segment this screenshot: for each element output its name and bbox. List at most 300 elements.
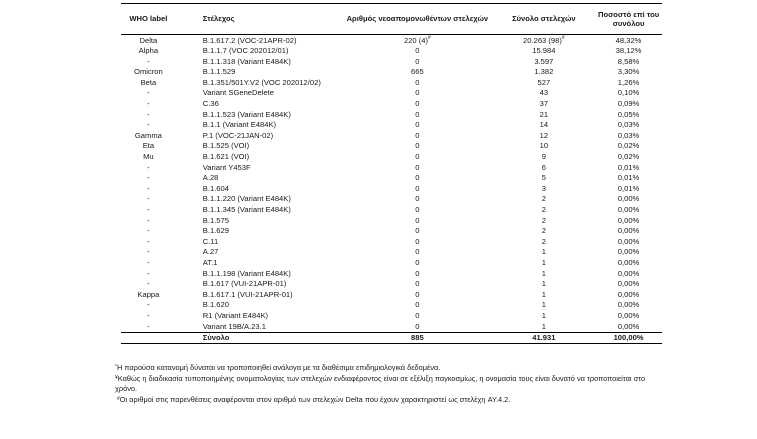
cell-who-label — [121, 88, 176, 99]
cell-strain — [176, 300, 342, 311]
cell-total — [493, 215, 596, 226]
cell-strain — [176, 257, 342, 268]
footnote-text: Οι αριθμοί στις παρενθέσεις αναφέρονται στον αριθμό των στελεχών Delta που έχουν χαρακτηριστεί ως στελέχη AY.4.2. — [119, 395, 511, 405]
cell-percent — [595, 35, 662, 46]
cell-new-isolates-value: 0 — [415, 268, 420, 278]
cell-total — [493, 268, 596, 279]
cell-total-value: 21 — [539, 109, 549, 119]
cell-strain — [176, 321, 342, 332]
cell-total-value: 2 — [541, 215, 546, 225]
cell-who-label-value: - — [147, 120, 150, 130]
cell-total-value: 1 — [541, 279, 546, 289]
cell-who-label — [121, 130, 176, 141]
cell-percent — [595, 215, 662, 226]
cell-percent — [595, 88, 662, 99]
cell-new-isolates — [342, 120, 492, 131]
cell-total — [493, 236, 596, 247]
cell-percent-value: 0,10% — [617, 88, 640, 98]
cell-who-label-value: - — [147, 183, 150, 193]
total-label: Σύνολο — [176, 332, 342, 344]
cell-strain — [176, 279, 342, 290]
cell-who-label — [121, 194, 176, 205]
cell-new-isolates — [342, 226, 492, 237]
cell-strain — [176, 268, 342, 279]
table-row — [121, 120, 662, 131]
cell-total-value: 1 — [541, 268, 546, 278]
cell-strain-value: B.1.620 — [202, 300, 229, 310]
cell-total-value: 2 — [541, 194, 546, 204]
cell-who-label-value: Omicron — [134, 67, 163, 77]
cell-strain-value: B.1.1.7 (VOC 202012/01) — [202, 46, 289, 56]
cell-new-isolates — [342, 77, 492, 88]
cell-total — [493, 257, 596, 268]
cell-new-isolates — [342, 173, 492, 184]
cell-who-label-value: - — [147, 321, 150, 331]
cell-new-isolates-value: 0 — [415, 236, 420, 246]
cell-strain-value: P.1 (VOC-21JAN-02) — [202, 130, 274, 140]
cell-new-isolates — [342, 247, 492, 258]
cell-total-value: 20.263 (98) — [523, 35, 562, 45]
cell-who-label-value: Gamma — [134, 130, 162, 140]
cell-new-isolates-value: 0 — [415, 120, 420, 130]
cell-who-label-value: - — [147, 215, 150, 225]
cell-percent-value: 0,00% — [617, 268, 640, 278]
cell-percent — [595, 120, 662, 131]
cell-new-isolates — [342, 289, 492, 300]
cell-new-isolates-value: 0 — [415, 279, 420, 289]
cell-strain — [176, 247, 342, 258]
cell-who-label-value: - — [147, 310, 150, 320]
cell-strain-value: B.1.617.2 (VOC-21APR-02) — [202, 35, 297, 45]
cell-strain — [176, 226, 342, 237]
cell-total — [493, 173, 596, 184]
footnote-delta-ay42 — [115, 395, 655, 406]
cell-percent — [595, 141, 662, 152]
cell-who-label-value: - — [147, 226, 150, 236]
cell-strain-value: C.11 — [202, 236, 219, 246]
cell-strain-value: B.1.629 — [202, 226, 229, 236]
cell-total — [493, 247, 596, 258]
cell-new-isolates — [342, 141, 492, 152]
table-row — [121, 215, 662, 226]
cell-strain-value: B.1.617.1 (VUI-21APR-01) — [202, 289, 293, 299]
cell-new-isolates — [342, 194, 492, 205]
cell-total-value: 37 — [539, 99, 549, 109]
table-row — [121, 162, 662, 173]
table-row — [121, 236, 662, 247]
cell-strain — [176, 130, 342, 141]
cell-strain — [176, 194, 342, 205]
cell-total — [493, 289, 596, 300]
cell-strain — [176, 310, 342, 321]
cell-new-isolates-value: 0 — [415, 162, 420, 172]
cell-total-value: 10 — [539, 141, 549, 151]
cell-percent — [595, 300, 662, 311]
cell-percent — [595, 289, 662, 300]
cell-total-value: 527 — [537, 77, 551, 87]
cell-new-isolates — [342, 300, 492, 311]
cell-strain-value: A.28 — [202, 173, 219, 183]
table-row — [121, 257, 662, 268]
cell-who-label — [121, 215, 176, 226]
cell-total-value: 2 — [541, 236, 546, 246]
footnote-mark: # — [561, 34, 565, 41]
table-body — [121, 35, 662, 333]
cell-who-label-value: - — [147, 194, 150, 204]
cell-total — [493, 205, 596, 216]
cell-who-label — [121, 141, 176, 152]
footnote-text: Καθώς η διαδικασία τυποποιημένης ονοματολογίας των στελεχών ενδιαφέροντος είναι σε εξέλιξη παγκοσμίως, η ονομασία τους είναι δυνατό να τροποποιείται στο χρόνο. — [115, 373, 646, 394]
table-row — [121, 152, 662, 163]
cell-total-value: 2 — [541, 205, 546, 214]
cell-who-label — [121, 236, 176, 247]
cell-who-label-value: - — [147, 236, 150, 246]
cell-new-isolates — [342, 35, 492, 46]
cell-total — [493, 321, 596, 332]
cell-strain-value: Variant SGeneDelete — [202, 88, 274, 98]
cell-total — [493, 162, 596, 173]
total-new-isolates: 885 — [342, 332, 492, 344]
table-row — [121, 183, 662, 194]
cell-strain — [176, 77, 342, 88]
cell-total-value: 3.597 — [534, 56, 554, 66]
cell-total-value: 1 — [541, 321, 546, 331]
cell-who-label — [121, 46, 176, 57]
cell-percent-value: 0,05% — [617, 109, 640, 119]
cell-new-isolates-value: 0 — [415, 289, 420, 299]
cell-new-isolates — [342, 130, 492, 141]
cell-who-label-value: Mu — [143, 152, 154, 162]
cell-strain-value: AT.1 — [202, 257, 218, 267]
cell-who-label — [121, 289, 176, 300]
table-row — [121, 226, 662, 237]
table-row — [121, 194, 662, 205]
cell-new-isolates — [342, 268, 492, 279]
table-row — [121, 46, 662, 57]
cell-strain-value: C.36 — [202, 99, 219, 109]
cell-who-label-value: Eta — [142, 141, 155, 151]
cell-strain-value: B.1.1.345 (Variant E484K) — [202, 205, 291, 214]
cell-total — [493, 130, 596, 141]
cell-new-isolates — [342, 152, 492, 163]
footnote-mark: # — [428, 34, 431, 41]
cell-new-isolates — [342, 279, 492, 290]
cell-new-isolates-value: 0 — [415, 99, 420, 109]
cell-total-value: 6 — [541, 162, 546, 172]
cell-who-label — [121, 247, 176, 258]
cell-new-isolates — [342, 67, 492, 78]
table-row — [121, 289, 662, 300]
cell-percent-value: 0,00% — [617, 247, 640, 257]
cell-total — [493, 310, 596, 321]
footnotes — [115, 363, 655, 406]
cell-who-label-value: - — [147, 279, 150, 289]
cell-strain — [176, 236, 342, 247]
cell-percent — [595, 152, 662, 163]
table-row — [121, 109, 662, 120]
cell-percent — [595, 109, 662, 120]
cell-percent-value: 0,00% — [617, 279, 640, 289]
cell-percent — [595, 310, 662, 321]
cell-who-label — [121, 173, 176, 184]
cell-new-isolates-value: 665 — [411, 67, 424, 77]
cell-who-label — [121, 120, 176, 131]
cell-who-label-value: - — [147, 173, 150, 183]
cell-percent — [595, 173, 662, 184]
cell-total — [493, 194, 596, 205]
cell-who-label — [121, 162, 176, 173]
cell-strain-value: B.1.1.198 (Variant E484K) — [202, 268, 291, 278]
cell-total-value: 5 — [541, 173, 546, 183]
cell-percent-value: 48,32% — [615, 35, 642, 45]
cell-total-value: 1 — [541, 257, 546, 267]
cell-total-value: 9 — [541, 152, 546, 162]
cell-strain-value: B.1.1 (Variant E484K) — [202, 120, 277, 130]
cell-percent — [595, 226, 662, 237]
cell-strain-value: B.1.1.220 (Variant E484K) — [202, 194, 291, 204]
table-header-row — [121, 4, 662, 35]
cell-new-isolates — [342, 257, 492, 268]
cell-percent-value: 8,58% — [617, 56, 640, 66]
cell-who-label — [121, 279, 176, 290]
cell-strain-value: Variant 19B/A.23.1 — [202, 321, 266, 331]
cell-total — [493, 226, 596, 237]
cell-who-label — [121, 35, 176, 46]
cell-percent-value: 0,01% — [617, 162, 640, 172]
cell-strain — [176, 173, 342, 184]
cell-strain-value: Variant Y453F — [202, 162, 251, 172]
cell-percent-value: 0,00% — [617, 300, 640, 310]
cell-strain — [176, 109, 342, 120]
cell-total-value: 1 — [541, 300, 546, 310]
header-who-label: WHO label — [121, 4, 176, 35]
cell-total — [493, 300, 596, 311]
cell-strain — [176, 88, 342, 99]
cell-who-label — [121, 77, 176, 88]
cell-total — [493, 120, 596, 131]
cell-new-isolates-value: 0 — [415, 247, 420, 257]
cell-total — [493, 109, 596, 120]
cell-total — [493, 152, 596, 163]
cell-total-value: 3 — [541, 183, 546, 193]
cell-who-label-value: Alpha — [138, 46, 159, 56]
cell-percent — [595, 205, 662, 216]
cell-who-label — [121, 183, 176, 194]
cell-who-label — [121, 310, 176, 321]
cell-strain-value: B.1.617 (VUI-21APR-01) — [202, 279, 287, 289]
cell-percent — [595, 247, 662, 258]
table-row — [121, 173, 662, 184]
cell-percent — [595, 268, 662, 279]
cell-percent-value: 0,00% — [617, 257, 640, 267]
cell-percent — [595, 130, 662, 141]
cell-total-value: 1 — [541, 289, 546, 299]
cell-new-isolates — [342, 236, 492, 247]
cell-percent — [595, 56, 662, 67]
cell-percent-value: 0,00% — [617, 310, 640, 320]
cell-total-value: 15.984 — [532, 46, 556, 56]
cell-percent-value: 0,00% — [617, 236, 640, 246]
cell-new-isolates-value: 0 — [415, 46, 420, 56]
cell-strain — [176, 35, 342, 46]
cell-percent-value: 0,01% — [617, 173, 640, 183]
cell-strain-value: B.1.525 (VOI) — [202, 141, 250, 151]
cell-percent — [595, 67, 662, 78]
cell-who-label — [121, 257, 176, 268]
cell-total — [493, 67, 596, 78]
cell-new-isolates-value: 0 — [415, 109, 420, 119]
table-row — [121, 141, 662, 152]
cell-percent-value: 0,09% — [617, 99, 640, 109]
cell-strain-value: B.1.351/501Y.V2 (VOC 202012/02) — [202, 77, 321, 87]
cell-percent-value: 0,00% — [617, 215, 640, 225]
header-percent: Ποσοστό επί του συνόλου — [595, 4, 662, 35]
cell-new-isolates-value: 0 — [415, 194, 420, 204]
cell-new-isolates-value: 0 — [415, 310, 420, 320]
cell-total — [493, 279, 596, 290]
cell-percent-value: 0,00% — [617, 205, 640, 214]
table-row — [121, 205, 662, 216]
variants-table — [121, 3, 662, 344]
cell-percent — [595, 279, 662, 290]
total-percent: 100,00% — [595, 332, 662, 344]
cell-who-label-value: - — [147, 257, 150, 267]
cell-strain-value: B.1.1.318 (Variant E484K) — [202, 56, 291, 66]
cell-strain — [176, 120, 342, 131]
cell-percent — [595, 183, 662, 194]
cell-new-isolates — [342, 109, 492, 120]
cell-total-value: 2 — [541, 226, 546, 236]
cell-who-label-value: - — [147, 268, 150, 278]
cell-new-isolates-value: 0 — [415, 77, 420, 87]
cell-new-isolates-value: 0 — [415, 205, 420, 214]
cell-strain — [176, 162, 342, 173]
cell-percent-value: 0,01% — [617, 183, 640, 193]
cell-new-isolates-value: 0 — [415, 152, 420, 162]
cell-new-isolates-value: 220 (4) — [403, 35, 429, 45]
table-row — [121, 268, 662, 279]
cell-total-value: 14 — [539, 120, 549, 130]
cell-percent — [595, 236, 662, 247]
cell-percent-value: 0,00% — [617, 194, 640, 204]
table-row — [121, 35, 662, 46]
cell-total — [493, 183, 596, 194]
cell-new-isolates — [342, 215, 492, 226]
cell-percent-value: 0,00% — [617, 226, 640, 236]
cell-new-isolates — [342, 56, 492, 67]
cell-who-label-value: - — [147, 56, 150, 66]
cell-new-isolates-value: 0 — [415, 300, 420, 310]
cell-percent — [595, 99, 662, 110]
cell-new-isolates — [342, 46, 492, 57]
cell-new-isolates-value: 0 — [415, 321, 420, 331]
total-who-label — [121, 332, 176, 344]
footnote-mark: # — [117, 396, 120, 403]
cell-who-label-value: - — [147, 88, 150, 98]
cell-total-value: 1 — [541, 247, 546, 257]
cell-strain — [176, 205, 342, 216]
cell-strain-value: B.1.575 — [202, 215, 229, 225]
cell-new-isolates — [342, 205, 492, 216]
cell-strain — [176, 289, 342, 300]
cell-new-isolates — [342, 183, 492, 194]
table-row — [121, 77, 662, 88]
cell-percent-value: 0,03% — [617, 120, 640, 130]
cell-who-label — [121, 268, 176, 279]
table-row — [121, 130, 662, 141]
cell-percent-value: 0,00% — [617, 289, 640, 299]
cell-who-label-value: Kappa — [137, 289, 160, 299]
cell-total — [493, 35, 596, 46]
cell-who-label — [121, 56, 176, 67]
cell-strain-value: B.1.621 (VOI) — [202, 152, 250, 162]
cell-who-label — [121, 321, 176, 332]
footnote-text: Η παρούσα κατανομή δύναται να τροποποιηθεί ανάλογα με τα διαθέσιμα επιδημιολογικά δεδομένα. — [116, 363, 441, 372]
cell-new-isolates-value: 0 — [415, 257, 420, 267]
cell-percent — [595, 162, 662, 173]
cell-percent — [595, 194, 662, 205]
cell-who-label-value: - — [147, 99, 150, 109]
cell-new-isolates-value: 0 — [415, 141, 420, 151]
table-row — [121, 300, 662, 311]
cell-who-label — [121, 300, 176, 311]
cell-total-value: 1.382 — [534, 67, 554, 77]
cell-percent-value: 0,02% — [617, 141, 640, 151]
table-row — [121, 279, 662, 290]
cell-percent-value: 0,03% — [617, 130, 640, 140]
cell-who-label — [121, 109, 176, 120]
cell-strain-value: B.1.1.529 — [202, 67, 236, 77]
table-row — [121, 88, 662, 99]
cell-who-label — [121, 226, 176, 237]
cell-percent-value: 3,30% — [617, 67, 640, 77]
cell-total — [493, 88, 596, 99]
cell-new-isolates-value: 0 — [415, 215, 420, 225]
cell-new-isolates — [342, 321, 492, 332]
cell-percent — [595, 257, 662, 268]
cell-total-value: 43 — [539, 88, 549, 98]
cell-who-label-value: - — [147, 109, 150, 119]
cell-who-label — [121, 99, 176, 110]
cell-percent-value: 1,26% — [617, 77, 640, 87]
table-row — [121, 247, 662, 258]
footnote-mark: ¥ — [115, 374, 118, 381]
table-total-row — [121, 332, 662, 344]
cell-percent-value: 38,12% — [615, 46, 642, 56]
cell-total — [493, 56, 596, 67]
cell-who-label-value: Delta — [139, 35, 158, 45]
cell-percent-value: 0,02% — [617, 152, 640, 162]
cell-who-label — [121, 205, 176, 216]
header-strain: Στέλεχος — [176, 4, 342, 35]
cell-strain — [176, 183, 342, 194]
cell-new-isolates — [342, 99, 492, 110]
cell-strain — [176, 56, 342, 67]
cell-new-isolates-value: 0 — [415, 183, 420, 193]
cell-strain-value: A.27 — [202, 247, 219, 257]
cell-who-label — [121, 67, 176, 78]
table-row — [121, 56, 662, 67]
cell-total-value: 1 — [541, 310, 546, 320]
table-row — [121, 67, 662, 78]
cell-who-label-value: - — [147, 300, 150, 310]
cell-who-label-value: - — [147, 247, 150, 257]
table-row — [121, 310, 662, 321]
cell-strain — [176, 46, 342, 57]
cell-new-isolates — [342, 88, 492, 99]
cell-new-isolates — [342, 310, 492, 321]
cell-who-label — [121, 152, 176, 163]
